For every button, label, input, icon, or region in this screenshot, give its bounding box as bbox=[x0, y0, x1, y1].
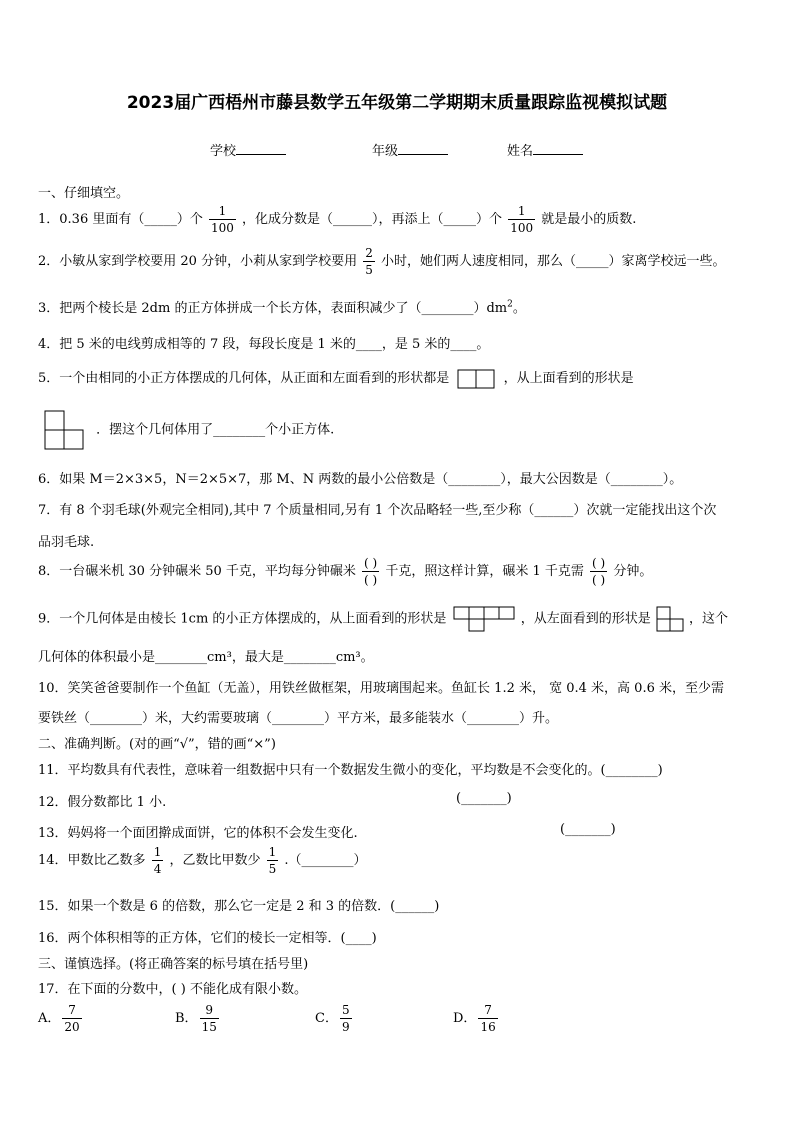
section-2-heading: 二、准确判断。(对的画“√”，错的画“×”) bbox=[38, 737, 276, 752]
top-view-figure bbox=[44, 410, 84, 450]
question-10: 10．笑笑爸爸要制作一个鱼缸（无盖），用铁丝做框架，用玻璃围起来。鱼缸长 1.2 米， 宽 0.4 米，高 0.6 米，至少需 bbox=[38, 681, 724, 696]
question-7-cont: 品羽毛球. bbox=[38, 535, 95, 550]
page-title: 2023届广西梧州市藤县数学五年级第二学期期末质量跟踪监视模拟试题 bbox=[126, 93, 668, 113]
front-view-figure bbox=[457, 369, 495, 389]
question-5-cont: ．摆这个几何体用了________个小正方体. bbox=[44, 410, 334, 450]
question-9-cont: 几何体的体积最小是________cm³，最大是________cm³。 bbox=[38, 650, 374, 665]
top-view-figure bbox=[453, 606, 515, 632]
option-b: B． $\frac{9}{15}$ bbox=[175, 1003, 217, 1034]
question-5: 5．一个由相同的小正方体摆成的几何体，从正面和左面看到的形状都是 ，从上面看到的形状是 bbox=[38, 367, 634, 389]
question-17: 17．在下面的分数中，( ) 不能化成有限小数。 bbox=[38, 982, 307, 997]
left-view-figure bbox=[656, 606, 684, 632]
question-2: 2．小敏从家到学校要用 20 分钟，小莉从家到学校要用 $\frac{2}{5}$ 小时，她们两人速度相同，那么（_____）家离学校远一些。 bbox=[38, 246, 726, 277]
fraction: $\frac{2}{5}$ bbox=[365, 246, 373, 277]
fraction: $\frac{1}{100}$ bbox=[211, 204, 234, 235]
school-field: 学校 bbox=[210, 140, 286, 159]
fraction: $\frac{1}{4}$ bbox=[153, 845, 162, 876]
fraction: $\frac{1}{100}$ bbox=[510, 204, 534, 235]
fraction: $\frac{( )}{( )}$ bbox=[364, 556, 378, 587]
option-a: A． $\frac{7}{20}$ bbox=[38, 1003, 80, 1034]
fraction: $\frac{1}{5}$ bbox=[268, 845, 277, 876]
question-9: 9．一个几何体是由棱长 1cm 的小正方体摆成的，从上面看到的形状是 ，从左面看到的形状是 ，这个 bbox=[38, 606, 728, 632]
question-6: 6．如果 M＝2×3×5，N＝2×5×7，那 M、N 两数的最小公倍数是（________），最大公因数是（________）。 bbox=[38, 472, 683, 487]
fraction: $\frac{( )}{( )}$ bbox=[592, 556, 606, 587]
question-15: 15．如果一个数是 6 的倍数，那么它一定是 2 和 3 的倍数．(______) bbox=[38, 899, 440, 914]
question-4: 4．把 5 米的电线剪成相等的 7 段，每段长度是 1 米的____，是 5 米的____。 bbox=[38, 337, 490, 352]
question-10-cont: 要铁丝（________）米，大约需要玻璃（________）平方米，最多能装水（________）升。 bbox=[38, 711, 559, 726]
section-1-heading: 一、仔细填空。 bbox=[38, 186, 130, 201]
question-1: 1．0.36 里面有（_____）个 $\frac{1}{100}$ ，化成分数是（______），再添上（_____）个 $\frac{1}{100}$ 就是最小的质数. bbox=[38, 204, 637, 235]
question-3: 3．把两个棱长是 2dm 的正方体拼成一个长方体，表面积减少了$(\_\_\_\_\_\_\_\_)dm^2$。 bbox=[38, 299, 526, 316]
question-14: 14．甲数比乙数多 $\frac{1}{4}$ ，乙数比甲数少 $\frac{1}{5}$ .（________） bbox=[38, 845, 367, 876]
section-3-heading: 三、谨慎选择。(将正确答案的标号填在括号里) bbox=[38, 957, 309, 972]
fraction: $\frac{5}{9}$ bbox=[341, 1003, 350, 1034]
question-13: 13．妈妈将一个面团擀成面饼，它的体积不会发生变化. bbox=[38, 826, 358, 841]
question-7: 7．有 8 个羽毛球(外观完全相同),其中 7 个质量相同,另有 1 个次品略轻一些,至少称（______）次就一定能找出这个次 bbox=[38, 503, 717, 518]
grade-field: 年级 bbox=[372, 140, 448, 159]
fraction: $\frac{7}{16}$ bbox=[480, 1003, 496, 1034]
fraction: $\frac{9}{15}$ bbox=[201, 1003, 217, 1034]
fraction: $\frac{7}{20}$ bbox=[64, 1003, 80, 1034]
question-11: 11．平均数具有代表性，意味着一组数据中只有一个数据发生微小的变化，平均数是不会变化的。(________) bbox=[38, 763, 663, 778]
question-13-answer: (_______) bbox=[560, 822, 616, 837]
question-12: 12．假分数都比 1 小. bbox=[38, 795, 167, 810]
option-d: D． $\frac{7}{16}$ bbox=[453, 1003, 496, 1034]
option-c: C． $\frac{5}{9}$ bbox=[315, 1003, 350, 1034]
question-16: 16．两个体积相等的正方体，它们的棱长一定相等．(____) bbox=[38, 931, 377, 946]
question-12-answer: (_______) bbox=[456, 791, 512, 806]
question-8: 8．一台碾米机 30 分钟碾米 50 千克，平均每分钟碾米 $\frac{( )}{( )}$ 千克，照这样计算，碾米 1 千克需 $\frac{( )}{( )}$ 分钟。 bbox=[38, 556, 653, 587]
name-field: 姓名 bbox=[507, 140, 583, 159]
